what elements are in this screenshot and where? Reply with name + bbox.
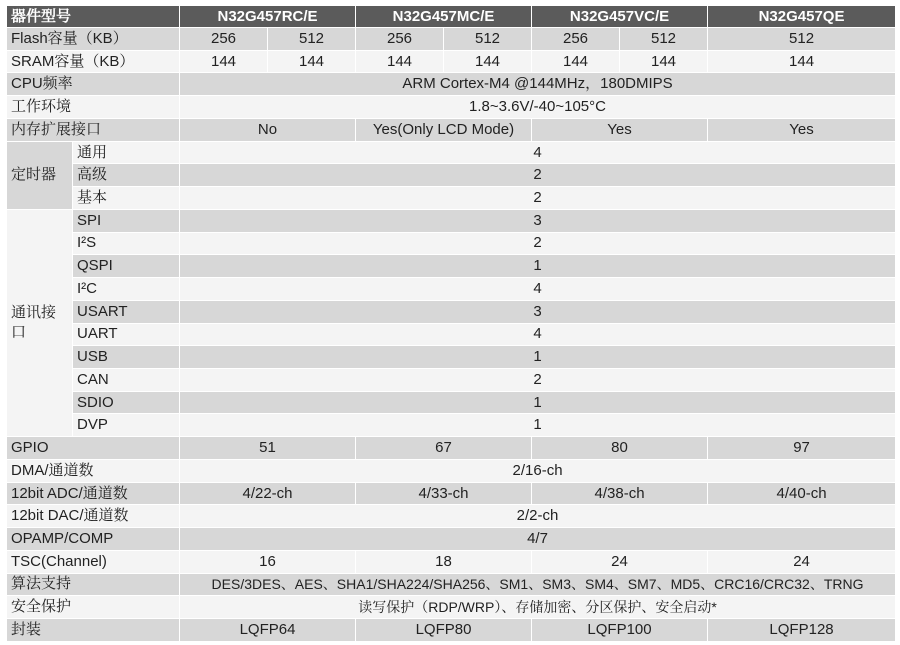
cell: 读写保护（RDP/WRP）、存储加密、分区保护、安全启动* (180, 596, 896, 619)
cell: 144 (356, 50, 444, 73)
opamp-row (7, 528, 896, 551)
cell: 3 (180, 209, 896, 232)
row-label: Flash容量（KB） (7, 28, 180, 51)
sub-label: 通用 (73, 141, 180, 164)
cell: ARM Cortex-M4 @144MHz，180DMIPS (180, 73, 896, 96)
row-label: 12bit DAC/通道数 (7, 505, 180, 528)
row-label: 算法支持 (7, 573, 180, 596)
cell: 4/22-ch (180, 482, 356, 505)
cell: 4/40-ch (708, 482, 896, 505)
comm-row (7, 232, 896, 255)
cell: 1 (180, 346, 896, 369)
cell: 144 (620, 50, 708, 73)
spec-table (6, 5, 896, 642)
sub-label: I²C (73, 278, 180, 301)
row-label: OPAMP/COMP (7, 528, 180, 551)
cell: 2 (180, 187, 896, 210)
row-label: GPIO (7, 437, 180, 460)
cell: 80 (532, 437, 708, 460)
tsc-row (7, 550, 896, 573)
cell: 2/2-ch (180, 505, 896, 528)
cell: Yes(Only LCD Mode) (356, 118, 532, 141)
cell: 24 (708, 550, 896, 573)
cell: 67 (356, 437, 532, 460)
timer-row (7, 141, 896, 164)
group-label: 通讯接口 (7, 209, 73, 436)
adc-row (7, 482, 896, 505)
flash-row (7, 28, 896, 51)
cell: LQFP100 (532, 619, 708, 642)
cell: 18 (356, 550, 532, 573)
row-label: 内存扩展接口 (7, 118, 180, 141)
comm-row (7, 391, 896, 414)
cell: 51 (180, 437, 356, 460)
comm-row (7, 209, 896, 232)
comm-row (7, 346, 896, 369)
cell: 97 (708, 437, 896, 460)
row-label: CPU频率 (7, 73, 180, 96)
sram-row (7, 50, 896, 73)
cell: 1 (180, 391, 896, 414)
sub-label: SDIO (73, 391, 180, 414)
cell: 144 (180, 50, 268, 73)
group-label: 定时器 (7, 141, 73, 209)
cell: 4/38-ch (532, 482, 708, 505)
cell: 512 (708, 28, 896, 51)
cell: 4/7 (180, 528, 896, 551)
cell: 512 (268, 28, 356, 51)
cell: 1 (180, 255, 896, 278)
cell: LQFP80 (356, 619, 532, 642)
model-header: N32G457MC/E (356, 6, 532, 28)
sub-label: 基本 (73, 187, 180, 210)
cell: 2/16-ch (180, 459, 896, 482)
cell: 144 (532, 50, 620, 73)
cell: 4 (180, 323, 896, 346)
cell: No (180, 118, 356, 141)
cpu-row (7, 73, 896, 96)
sub-label: USART (73, 300, 180, 323)
cell: 24 (532, 550, 708, 573)
cell: 144 (444, 50, 532, 73)
sub-label: I²S (73, 232, 180, 255)
sub-label: USB (73, 346, 180, 369)
timer-row (7, 164, 896, 187)
cell: 2 (180, 164, 896, 187)
comm-row (7, 323, 896, 346)
comm-row (7, 369, 896, 392)
cell: 4 (180, 278, 896, 301)
dma-row (7, 459, 896, 482)
cell: LQFP64 (180, 619, 356, 642)
header-row (7, 6, 896, 28)
row-label: DMA/通道数 (7, 459, 180, 482)
cell: 2 (180, 369, 896, 392)
model-header: N32G457RC/E (180, 6, 356, 28)
row-label: 工作环境 (7, 96, 180, 119)
cell: DES/3DES、AES、SHA1/SHA224/SHA256、SM1、SM3、SM4、SM7、MD5、CRC16/CRC32、TRNG (180, 573, 896, 596)
cell: Yes (532, 118, 708, 141)
memext-row (7, 118, 896, 141)
sub-label: CAN (73, 369, 180, 392)
sub-label: UART (73, 323, 180, 346)
cell: 256 (180, 28, 268, 51)
env-row (7, 96, 896, 119)
row-label: SRAM容量（KB） (7, 50, 180, 73)
algo-row (7, 573, 896, 596)
row-label: TSC(Channel) (7, 550, 180, 573)
model-header: N32G457QE (708, 6, 896, 28)
sub-label: SPI (73, 209, 180, 232)
cell: LQFP128 (708, 619, 896, 642)
comm-row (7, 278, 896, 301)
package-row (7, 619, 896, 642)
cell: 512 (444, 28, 532, 51)
cell: 144 (708, 50, 896, 73)
cell: Yes (708, 118, 896, 141)
header-label: 器件型号 (7, 6, 180, 28)
sub-label: 高级 (73, 164, 180, 187)
dac-row (7, 505, 896, 528)
cell: 2 (180, 232, 896, 255)
comm-row (7, 414, 896, 437)
cell: 256 (532, 28, 620, 51)
timer-row (7, 187, 896, 210)
gpio-row (7, 437, 896, 460)
security-row (7, 596, 896, 619)
cell: 1 (180, 414, 896, 437)
cell: 3 (180, 300, 896, 323)
sub-label: DVP (73, 414, 180, 437)
row-label: 安全保护 (7, 596, 180, 619)
sub-label: QSPI (73, 255, 180, 278)
row-label: 封装 (7, 619, 180, 642)
comm-row (7, 255, 896, 278)
row-label: 12bit ADC/通道数 (7, 482, 180, 505)
cell: 16 (180, 550, 356, 573)
comm-row (7, 300, 896, 323)
cell: 256 (356, 28, 444, 51)
cell: 1.8~3.6V/-40~105°C (180, 96, 896, 119)
cell: 4 (180, 141, 896, 164)
model-header: N32G457VC/E (532, 6, 708, 28)
cell: 144 (268, 50, 356, 73)
cell: 4/33-ch (356, 482, 532, 505)
cell: 512 (620, 28, 708, 51)
